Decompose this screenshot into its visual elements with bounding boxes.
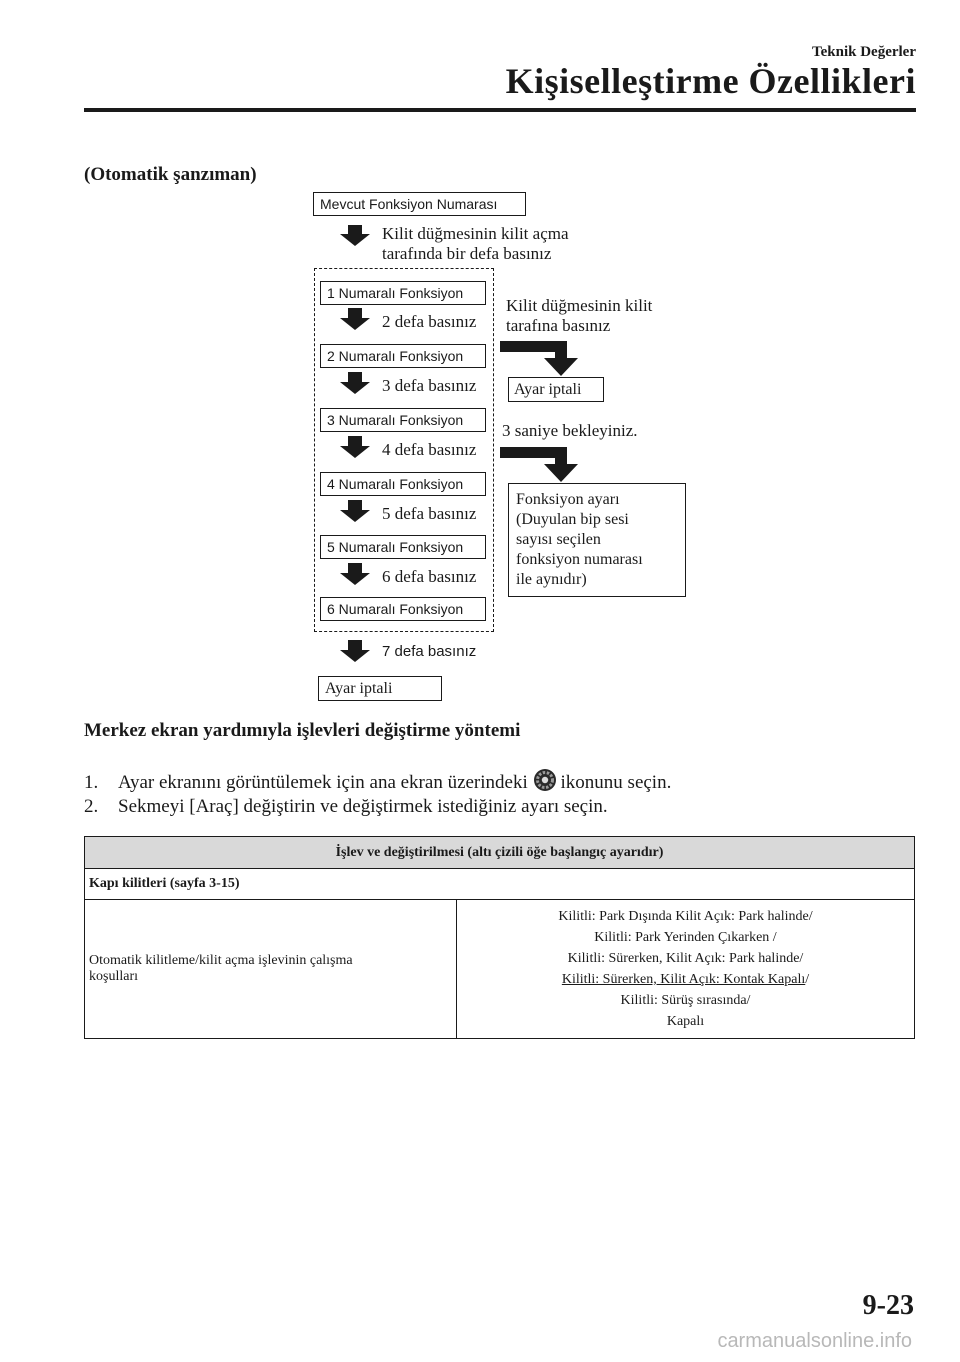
table-row (85, 900, 915, 1039)
press-label-7: 7 defa basınız (382, 643, 477, 660)
step-number: 1. (84, 772, 99, 793)
watermark: carmanualsonline.info (717, 1330, 912, 1352)
section-heading: (Otomatik şanzıman) (84, 164, 257, 185)
lock-instruction-line1: Kilit düğmesinin kilit (506, 296, 653, 315)
setting-line: ile aynıdır) (516, 571, 587, 588)
cancel-box-bottom: Ayar iptali (318, 676, 442, 701)
option-item-default (458, 969, 913, 990)
current-function-box: Mevcut Fonksiyon Numarası (313, 192, 526, 216)
setting-line: fonksiyon numarası (516, 551, 643, 568)
option-item: Kapalı (666, 1014, 705, 1029)
step-1 (84, 768, 671, 794)
step-text-before: Ayar ekranını görüntülemek için ana ekran üzerindeki (118, 772, 528, 793)
row-function-name (85, 900, 457, 1039)
table-category: Kapı kilitleri (sayfa 3-15) (85, 869, 915, 900)
function-box-3: 3 Numaralı Fonksiyon (320, 408, 486, 432)
press-label-2: 2 defa basınız (382, 312, 477, 331)
lock-instruction-line2: tarafına basınız (506, 316, 611, 335)
press-label-3: 3 defa basınız (382, 376, 477, 395)
row-name-line: koşulları (89, 969, 138, 984)
row-options (457, 900, 915, 1039)
function-box-6: 6 Numaralı Fonksiyon (320, 597, 486, 621)
step-text: Sekmeyi [Araç] değiştirin ve değiştirmek istediğiniz ayarı seçin. (118, 796, 608, 817)
down-arrow-icon (340, 225, 370, 246)
function-box-1: 1 Numaralı Fonksiyon (320, 281, 486, 305)
setting-line: Fonksiyon ayarı (516, 491, 620, 508)
wait-instruction: 3 saniye bekleyiniz. (502, 421, 638, 440)
settings-table (84, 836, 915, 1039)
press-label-6: 6 defa basınız (382, 567, 477, 586)
bent-arrow-icon (500, 341, 578, 376)
function-box-5: 5 Numaralı Fonksiyon (320, 535, 486, 559)
down-arrow-icon (340, 640, 370, 662)
press-label-4: 4 defa basınız (382, 440, 477, 459)
option-item: Kilitli: Sürüş sırasında/ (620, 993, 751, 1008)
setting-line: sayısı seçilen (516, 531, 601, 548)
table-header: İşlev ve değiştirilmesi (altı çizili öğe başlangıç ayarıdır) (85, 837, 915, 869)
page-number: 9-23 (862, 1290, 914, 1321)
unlock-instruction-line2: tarafında bir defa basınız (382, 244, 552, 263)
option-separator: / (805, 972, 810, 987)
unlock-instruction-line1: Kilit düğmesinin kilit açma (382, 224, 569, 243)
default-option: Kilitli: Sürerken, Kilit Açık: Kontak Kapalı (561, 972, 806, 987)
setting-line: (Duyulan bip sesi (516, 511, 629, 528)
row-name-line: Otomatik kilitleme/kilit açma işlevinin çalışma (89, 953, 353, 968)
option-item: Kilitli: Park Yerinden Çıkarken / (594, 930, 777, 945)
bent-arrow-icon (500, 447, 578, 482)
option-item: Kilitli: Sürerken, Kilit Açık: Park halinde/ (567, 951, 804, 966)
method-heading: Merkez ekran yardımıyla işlevleri değiştirme yöntemi (84, 720, 521, 741)
step-text-after: ikonunu seçin. (560, 772, 672, 793)
function-box-2: 2 Numaralı Fonksiyon (320, 344, 486, 368)
step-number: 2. (84, 796, 99, 817)
function-box-4: 4 Numaralı Fonksiyon (320, 472, 486, 496)
option-item: Kilitli: Park Dışında Kilit Açık: Park halinde/ (558, 909, 813, 924)
function-setting-box (508, 483, 686, 597)
settings-gear-icon (533, 768, 557, 792)
press-label-5: 5 defa basınız (382, 504, 477, 523)
cancel-box-right: Ayar iptali (508, 377, 604, 402)
step-2 (84, 796, 608, 818)
header-section: Teknik Değerler (811, 44, 916, 60)
page-title: Kişiselleştirme Özellikleri (505, 61, 916, 101)
